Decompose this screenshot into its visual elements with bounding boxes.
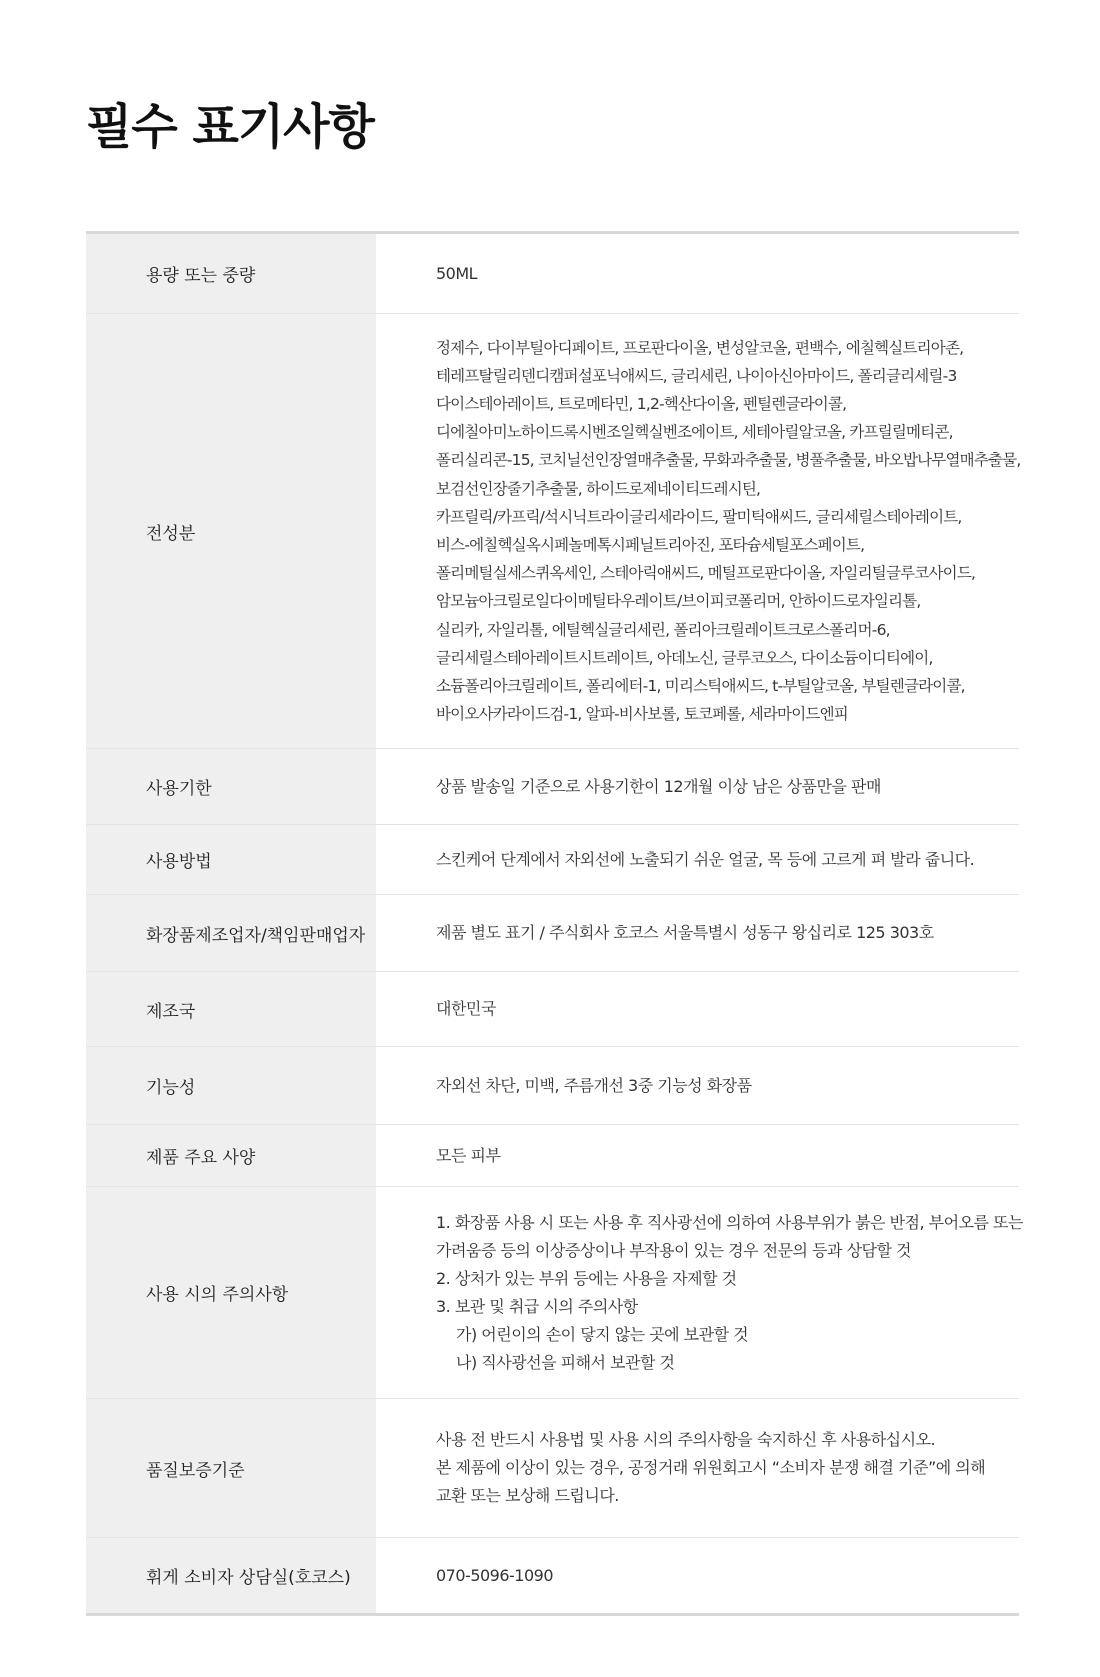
value-line: 바이오사카라이드검-1, 알파-비사보롤, 토코페롤, 세라마이드엔피 <box>436 705 848 724</box>
row-label-customer-service: 휘게 소비자 상담실(호코스) <box>86 1538 376 1613</box>
row-value-expiry <box>376 749 1019 824</box>
value-line: 제품 별도 표기 / 주식회사 호코스 서울특별시 성동구 왕십리로 125 303호 <box>436 923 934 942</box>
value-line: 디에칠아미노하이드록시벤조일헥실벤조에이트, 세테아릴알코올, 카프릴릴메티콘, <box>436 423 953 442</box>
row-value-caution <box>376 1187 1023 1398</box>
row-value-quality <box>376 1399 1019 1537</box>
row-label-spec: 제품 주요 사양 <box>86 1125 376 1186</box>
table-row <box>86 1399 1019 1538</box>
value-line: 카프릴릭/카프릭/석시닉트라이글리세라이드, 팔미틱애씨드, 글리세릴스테아레이트, <box>436 507 962 526</box>
table-row <box>86 234 1019 314</box>
row-value-function <box>376 1047 1019 1124</box>
value-line: 나) 직사광선을 피해서 보관할 것 <box>456 1352 675 1372</box>
row-value-customer-service <box>376 1538 1019 1613</box>
row-label-usage: 사용방법 <box>86 825 376 894</box>
value-line: 다이스테아레이트, 트로메타민, 1,2-헥산다이올, 펜틸렌글라이콜, <box>436 394 847 413</box>
value-line: 070-5096-1090 <box>436 1565 554 1585</box>
row-label-origin: 제조국 <box>86 972 376 1046</box>
value-line: 글리세릴스테아레이트시트레이트, 아데노신, 글루코오스, 다이소듐이디티에이, <box>436 648 933 667</box>
row-label-volume: 용량 또는 중량 <box>86 234 376 313</box>
row-label-caution: 사용 시의 주의사항 <box>86 1187 376 1398</box>
value-line: 테레프탈릴리덴디캠퍼설포닉애씨드, 글리세린, 나이아신아마이드, 폴리글리세릴-3 <box>436 366 957 385</box>
row-value-manufacturer <box>376 895 1019 971</box>
table-row <box>86 1047 1019 1125</box>
row-label-manufacturer: 화장품제조업자/책임판매업자 <box>86 895 376 971</box>
table-row <box>86 1538 1019 1613</box>
spec-table <box>86 231 1023 1616</box>
value-line: 가려움증 등의 이상증상이나 부작용이 있는 경우 전문의 등과 상담할 것 <box>436 1240 911 1260</box>
row-value-ingredients <box>376 314 1020 748</box>
row-label-ingredients: 전성분 <box>86 314 376 748</box>
value-line: 사용 전 반드시 사용법 및 사용 시의 주의사항을 숙지하신 후 사용하십시오. <box>436 1430 936 1449</box>
row-value-origin <box>376 972 1019 1046</box>
row-value-volume <box>376 234 1019 313</box>
value-line: 비스-에칠헥실옥시페놀메톡시페닐트리아진, 포타슘세틸포스페이트, <box>436 536 865 554</box>
row-value-usage <box>376 825 1019 894</box>
value-line: 교환 또는 보상해 드립니다. <box>436 1486 619 1505</box>
value-line: 자외선 차단, 미백, 주름개선 3중 기능성 화장품 <box>436 1075 752 1095</box>
table-row <box>86 972 1019 1047</box>
value-line: 소듐폴리아크릴레이트, 폴리에터-1, 미리스틱애씨드, t-부틸알코올, 부틸렌글라이콜, <box>436 677 965 696</box>
value-line: 3. 보관 및 취급 시의 주의사항 <box>436 1296 638 1316</box>
row-label-expiry: 사용기한 <box>86 749 376 824</box>
table-row <box>86 825 1019 895</box>
row-label-function: 기능성 <box>86 1047 376 1124</box>
value-line: 본 제품에 이상이 있는 경우, 공정거래 위원회고시 “소비자 분쟁 해결 기준”에 의해 <box>436 1458 986 1477</box>
value-line: 대한민국 <box>436 999 496 1018</box>
value-line: 보검선인장줄기추출물, 하이드로제네이티드레시틴, <box>436 479 761 498</box>
value-line: 모든 피부 <box>436 1145 501 1165</box>
value-line: 폴리실리콘-15, 코치닐선인장열매추출물, 무화과추출물, 병풀추출물, 바오밥나무열매추출물, <box>436 451 1021 470</box>
page-title: 필수 표기사항 <box>86 99 374 155</box>
value-line: 정제수, 다이부틸아디페이트, 프로판다이올, 변성알코올, 편백수, 에칠헥실트리아존, <box>436 338 964 357</box>
value-line: 암모늄아크릴로일다이메틸타우레이트/브이피코폴리머, 안하이드로자일리톨, <box>436 592 921 611</box>
table-row <box>86 1125 1019 1187</box>
value-line: 50ML <box>436 263 478 283</box>
value-line: 상품 발송일 기준으로 사용기한이 12개월 이상 남은 상품만을 판매 <box>436 776 881 796</box>
value-line: 1. 화장품 사용 시 또는 사용 후 직사광선에 의하여 사용부위가 붉은 반점, 부어오름 또는 <box>436 1212 1023 1232</box>
value-line: 폴리메틸실세스퀴옥세인, 스테아릭애씨드, 메틸프로판다이올, 자일리틸글루코사이드, <box>436 564 976 583</box>
table-row <box>86 749 1019 825</box>
table-row <box>86 895 1019 972</box>
value-line: 스킨케어 단계에서 자외선에 노출되기 쉬운 얼굴, 목 등에 고르게 펴 발라 줍니다. <box>436 849 975 869</box>
table-row <box>86 314 1019 749</box>
row-value-spec <box>376 1125 1019 1186</box>
value-line: 가) 어린이의 손이 닿지 않는 곳에 보관할 것 <box>456 1324 749 1344</box>
table-row <box>86 1187 1023 1399</box>
value-line: 실리카, 자일리톨, 에틸헥실글리세린, 폴리아크릴레이트크로스폴리머-6, <box>436 620 890 639</box>
row-label-quality: 품질보증기준 <box>86 1399 376 1537</box>
value-line: 2. 상처가 있는 부위 등에는 사용을 자제할 것 <box>436 1268 737 1288</box>
